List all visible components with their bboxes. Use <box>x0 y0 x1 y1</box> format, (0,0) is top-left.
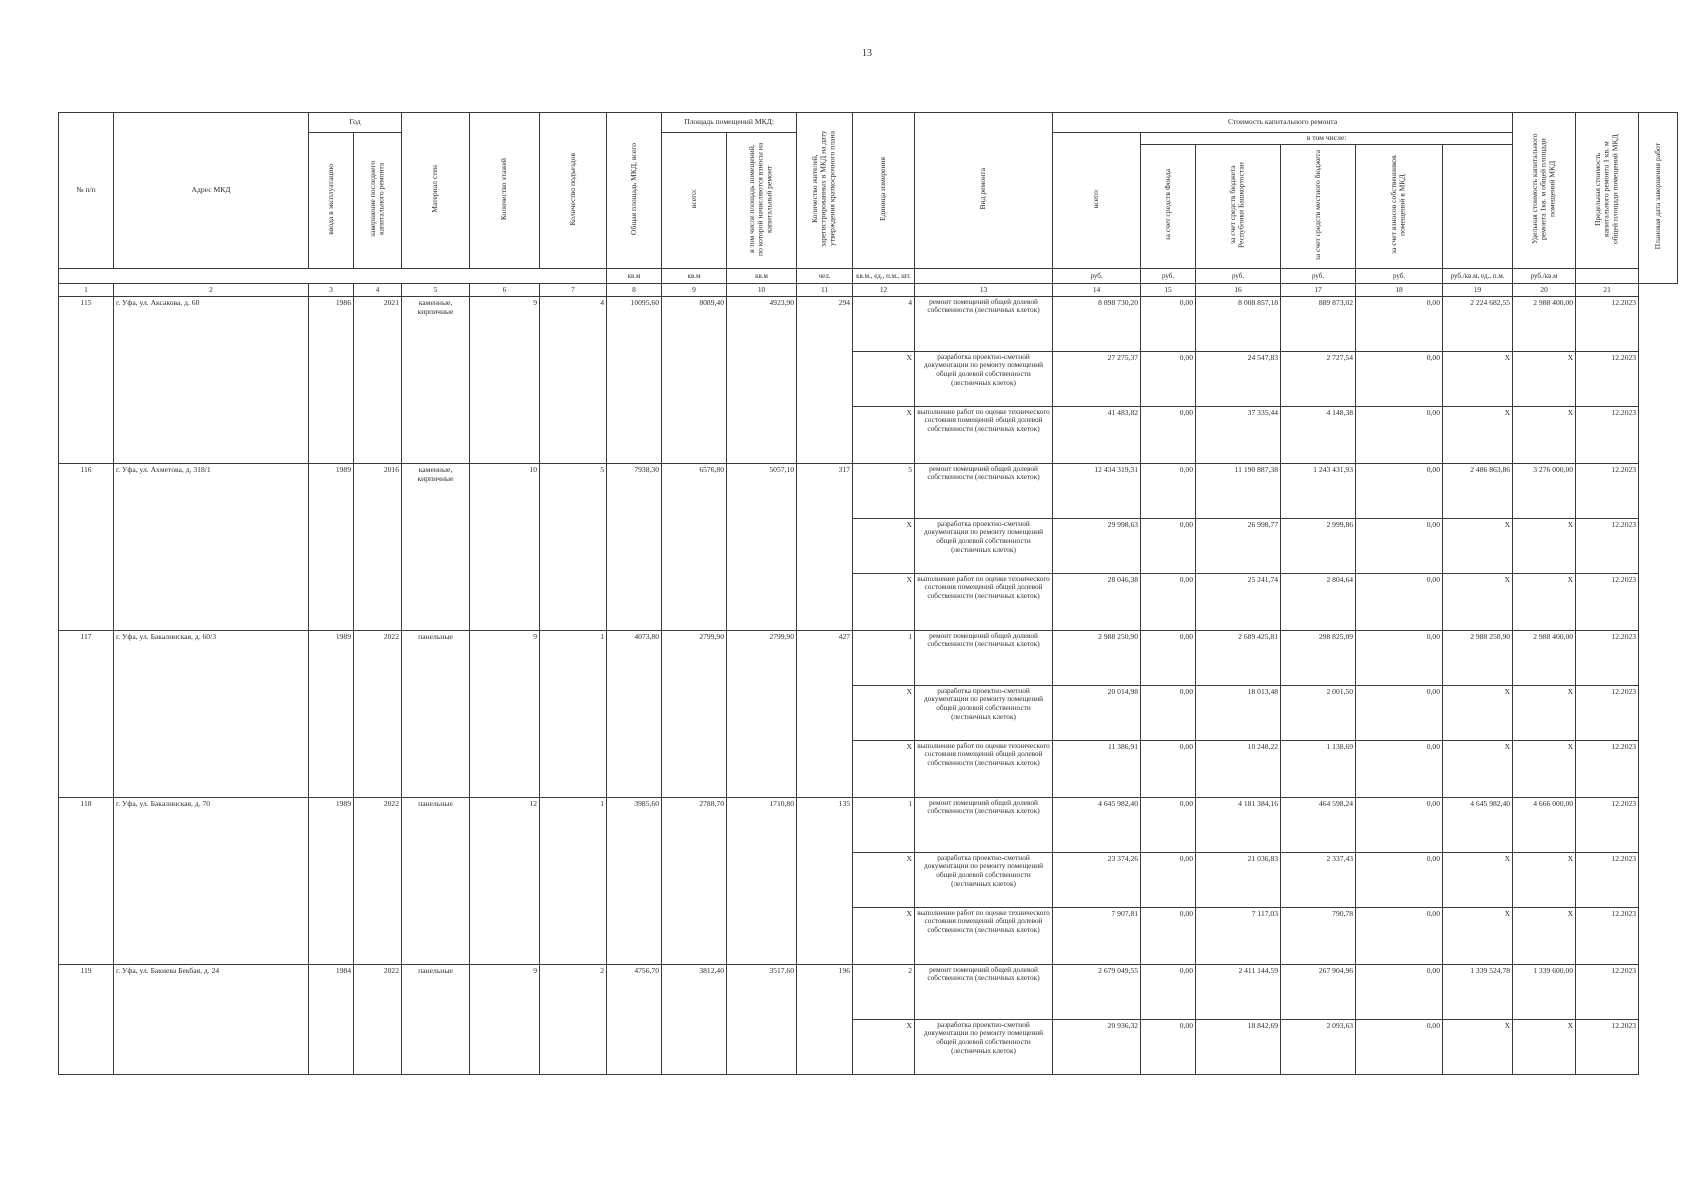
work-unit: X <box>853 1019 915 1074</box>
column-number: 15 <box>1141 283 1196 296</box>
cost-fund: 0,00 <box>1141 630 1196 685</box>
cost-local: 4 148,38 <box>1281 406 1356 463</box>
premises-total: 2788,70 <box>662 797 727 964</box>
unit-premises-residential: кв.м <box>727 268 797 283</box>
cost-local: 2 999,86 <box>1281 518 1356 573</box>
premises-total: 8089,40 <box>662 296 727 463</box>
cost-owners: 0,00 <box>1356 852 1443 907</box>
cost-owners: 0,00 <box>1356 351 1443 406</box>
total-area: 4073,80 <box>607 630 662 797</box>
year-built: 1989 <box>309 630 354 797</box>
unit-residents: чел. <box>797 268 853 283</box>
work-unit: 1 <box>853 797 915 852</box>
column-number: 21 <box>1576 283 1639 296</box>
header-cost-local: за счет средств местного бюджета <box>1281 145 1356 269</box>
cost-owners: 0,00 <box>1356 630 1443 685</box>
unit-cost: X <box>1443 406 1513 463</box>
cost-fund: 0,00 <box>1141 685 1196 740</box>
header-cost-owners: за счет взносов собственников помещений в МКД <box>1356 145 1443 269</box>
header-year-group: Год <box>309 113 402 133</box>
max-cost: X <box>1513 351 1576 406</box>
year-last-repair: 2021 <box>354 296 402 463</box>
header-num: № п/п <box>59 113 114 269</box>
premises-residential: 2799,90 <box>727 630 797 797</box>
work-unit: 1 <box>853 630 915 685</box>
column-number: 9 <box>662 283 727 296</box>
total-area: 4756,70 <box>607 964 662 1074</box>
unit-cost-local: руб. <box>1281 268 1356 283</box>
work-type: выполнение работ по оценке технического состояния помещений общей долевой собственности (лестничных клеток) <box>915 573 1053 630</box>
cost-fund: 0,00 <box>1141 740 1196 797</box>
cost-fund: 0,00 <box>1141 573 1196 630</box>
work-unit: X <box>853 740 915 797</box>
work-type: разработка проектно-сметной документации по ремонту помещений общей долевой собственности (лестничных клеток) <box>915 1019 1053 1074</box>
unit-premises-total: кв.м <box>662 268 727 283</box>
cost-total: 11 386,91 <box>1053 740 1141 797</box>
year-built: 1984 <box>309 964 354 1074</box>
entrances-count: 4 <box>540 296 607 463</box>
column-number: 18 <box>1356 283 1443 296</box>
header-completion-date: Плановая дата завершения работ <box>1639 113 1678 284</box>
unit-cost-republic: руб. <box>1196 268 1281 283</box>
header-total-area: Общая площадь МКД, всего <box>607 113 662 269</box>
header-year-last-repair: завершение последнего капитального ремонта <box>354 133 402 269</box>
premises-residential: 4923,90 <box>727 296 797 463</box>
cost-total: 4 645 982,40 <box>1053 797 1141 852</box>
work-type: ремонт помещений общей долевой собственности (лестничных клеток) <box>915 296 1053 351</box>
residents-count: 427 <box>797 630 853 797</box>
column-number: 1 <box>59 283 114 296</box>
unit-cost: X <box>1443 907 1513 964</box>
unit-cost-fund: руб. <box>1141 268 1196 283</box>
max-cost: X <box>1513 685 1576 740</box>
cost-republic: 26 998,77 <box>1196 518 1281 573</box>
completion-date: 12.2023 <box>1576 463 1639 518</box>
max-cost: 4 666 000,00 <box>1513 797 1576 852</box>
cost-local: 2 093,63 <box>1281 1019 1356 1074</box>
premises-residential: 1710,80 <box>727 797 797 964</box>
header-entrances: Количество подъездов <box>540 113 607 269</box>
column-number: 11 <box>797 283 853 296</box>
work-type: ремонт помещений общей долевой собственности (лестничных клеток) <box>915 463 1053 518</box>
unit-cost: 2 486 863,86 <box>1443 463 1513 518</box>
premises-total: 6576,80 <box>662 463 727 630</box>
cost-republic: 2 411 144,59 <box>1196 964 1281 1019</box>
year-last-repair: 2016 <box>354 463 402 630</box>
building-address: г. Уфа, ул. Бакалинская, д. 60/3 <box>114 630 309 797</box>
cost-republic: 25 241,74 <box>1196 573 1281 630</box>
floors-count: 9 <box>470 964 540 1074</box>
cost-local: 2 337,43 <box>1281 852 1356 907</box>
cost-fund: 0,00 <box>1141 463 1196 518</box>
building-row <box>59 463 1678 518</box>
completion-date: 12.2023 <box>1576 406 1639 463</box>
cost-total: 2 679 049,55 <box>1053 964 1141 1019</box>
completion-date: 12.2023 <box>1576 797 1639 852</box>
work-type: разработка проектно-сметной документации по ремонту помещений общей долевой собственности (лестничных клеток) <box>915 351 1053 406</box>
column-number: 6 <box>470 283 540 296</box>
entrances-count: 1 <box>540 797 607 964</box>
building-number: 115 <box>59 296 114 463</box>
header-material: Материал стен <box>402 113 470 269</box>
header-unit-cost: Удельная стоимость капитального ремонта 1кв. м общей площади помещений МКД <box>1513 113 1576 269</box>
cost-fund: 0,00 <box>1141 907 1196 964</box>
cost-fund: 0,00 <box>1141 964 1196 1019</box>
completion-date: 12.2023 <box>1576 630 1639 685</box>
building-row <box>59 797 1678 852</box>
building-address: г. Уфа, ул. Бакалинская, д. 70 <box>114 797 309 964</box>
building-number: 116 <box>59 463 114 630</box>
year-built: 1989 <box>309 463 354 630</box>
column-number: 4 <box>354 283 402 296</box>
work-type: ремонт помещений общей долевой собственности (лестничных клеток) <box>915 964 1053 1019</box>
cost-total: 20 936,32 <box>1053 1019 1141 1074</box>
column-number: 14 <box>1053 283 1141 296</box>
work-type: выполнение работ по оценке технического состояния помещений общей долевой собственности (лестничных клеток) <box>915 907 1053 964</box>
header-cost-republic: за счет средств бюджета Республики Башкортостан <box>1196 145 1281 269</box>
work-unit: 2 <box>853 964 915 1019</box>
cost-total: 20 014,98 <box>1053 685 1141 740</box>
cost-owners: 0,00 <box>1356 296 1443 351</box>
header-cost-group: Стоимость капитального ремонта <box>1053 113 1513 133</box>
cost-local: 267 904,96 <box>1281 964 1356 1019</box>
building-address: г. Уфа, ул. Аксакова, д. 60 <box>114 296 309 463</box>
cost-republic: 8 008 857,18 <box>1196 296 1281 351</box>
max-cost: 3 276 000,00 <box>1513 463 1576 518</box>
cost-republic: 7 117,03 <box>1196 907 1281 964</box>
column-number: 2 <box>114 283 309 296</box>
unit-cost: X <box>1443 518 1513 573</box>
unit-cost: X <box>1443 740 1513 797</box>
entrances-count: 2 <box>540 964 607 1074</box>
completion-date: 12.2023 <box>1576 907 1639 964</box>
unit-cost-total: руб. <box>1053 268 1141 283</box>
building-number: 119 <box>59 964 114 1074</box>
cost-local: 1 138,69 <box>1281 740 1356 797</box>
column-number-row <box>59 283 1678 296</box>
work-type: разработка проектно-сметной документации по ремонту помещений общей долевой собственности (лестничных клеток) <box>915 518 1053 573</box>
completion-date: 12.2023 <box>1576 296 1639 351</box>
year-last-repair: 2022 <box>354 797 402 964</box>
total-area: 3985,60 <box>607 797 662 964</box>
wall-material: панельные <box>402 964 470 1074</box>
register-sheet <box>58 112 1678 1075</box>
work-unit: X <box>853 406 915 463</box>
premises-total: 2799,90 <box>662 630 727 797</box>
cost-local: 889 873,02 <box>1281 296 1356 351</box>
column-number: 17 <box>1281 283 1356 296</box>
cost-republic: 4 181 384,16 <box>1196 797 1281 852</box>
cost-total: 41 483,82 <box>1053 406 1141 463</box>
header-address: Адрес МКД <box>114 113 309 269</box>
cost-fund: 0,00 <box>1141 296 1196 351</box>
work-unit: X <box>853 852 915 907</box>
floors-count: 9 <box>470 630 540 797</box>
cost-local: 2 001,50 <box>1281 685 1356 740</box>
wall-material: панельные <box>402 797 470 964</box>
total-area: 7938,30 <box>607 463 662 630</box>
cost-fund: 0,00 <box>1141 797 1196 852</box>
cost-total: 29 998,63 <box>1053 518 1141 573</box>
header-max-cost: Предельная стоимость капитального ремонта 1 кв. м общей площади помещений МКД <box>1576 113 1639 269</box>
max-cost: 2 988 400,00 <box>1513 630 1576 685</box>
header-year-commission: ввода в эксплуатацию <box>309 133 354 269</box>
year-built: 1986 <box>309 296 354 463</box>
cost-republic: 18 842,69 <box>1196 1019 1281 1074</box>
cost-total: 12 434 319,31 <box>1053 463 1141 518</box>
building-row <box>59 964 1678 1019</box>
cost-owners: 0,00 <box>1356 685 1443 740</box>
year-last-repair: 2022 <box>354 964 402 1074</box>
max-cost: X <box>1513 852 1576 907</box>
building-row <box>59 630 1678 685</box>
cost-total: 23 374,26 <box>1053 852 1141 907</box>
capital-repair-table <box>58 112 1678 1075</box>
unit-max-cost: руб./кв.м <box>1513 268 1576 283</box>
completion-date: 12.2023 <box>1576 573 1639 630</box>
column-number: 12 <box>853 283 915 296</box>
building-address: г. Уфа, ул. Бакиева Бекбая, д. 24 <box>114 964 309 1074</box>
max-cost: X <box>1513 740 1576 797</box>
column-number: 7 <box>540 283 607 296</box>
cost-local: 2 727,54 <box>1281 351 1356 406</box>
work-type: выполнение работ по оценке технического состояния помещений общей долевой собственности (лестничных клеток) <box>915 406 1053 463</box>
premises-residential: 5057,10 <box>727 463 797 630</box>
unit-cost: X <box>1443 1019 1513 1074</box>
unit-cost: X <box>1443 573 1513 630</box>
max-cost: X <box>1513 907 1576 964</box>
cost-local: 790,78 <box>1281 907 1356 964</box>
work-unit: X <box>853 351 915 406</box>
floors-count: 12 <box>470 797 540 964</box>
header-premises-group: Площадь помещений МКД: <box>662 113 797 133</box>
unit-cost: X <box>1443 685 1513 740</box>
cost-owners: 0,00 <box>1356 1019 1443 1074</box>
cost-fund: 0,00 <box>1141 351 1196 406</box>
header-unit: Единица измерения <box>853 113 915 269</box>
work-unit: X <box>853 907 915 964</box>
header-premises-residential: в том числе площадь помещений, по которой начисляются взносы на капитальный ремонт <box>727 133 797 269</box>
column-number: 13 <box>915 283 1053 296</box>
cost-total: 2 988 250,90 <box>1053 630 1141 685</box>
cost-owners: 0,00 <box>1356 463 1443 518</box>
cost-owners: 0,00 <box>1356 907 1443 964</box>
column-number: 19 <box>1443 283 1513 296</box>
work-unit: X <box>853 573 915 630</box>
residents-count: 135 <box>797 797 853 964</box>
column-number: 20 <box>1513 283 1576 296</box>
work-type: разработка проектно-сметной документации по ремонту помещений общей долевой собственности (лестничных клеток) <box>915 685 1053 740</box>
unit-cost: 2 988 250,90 <box>1443 630 1513 685</box>
header-floors: Количество этажей <box>470 113 540 269</box>
entrances-count: 1 <box>540 630 607 797</box>
cost-republic: 10 248,22 <box>1196 740 1281 797</box>
max-cost: X <box>1513 406 1576 463</box>
header-cost-total: всего: <box>1053 133 1141 269</box>
year-built: 1989 <box>309 797 354 964</box>
completion-date: 12.2023 <box>1576 964 1639 1019</box>
cost-total: 8 898 730,20 <box>1053 296 1141 351</box>
page-number: 13 <box>862 48 872 59</box>
column-number: 16 <box>1196 283 1281 296</box>
cost-republic: 11 190 887,38 <box>1196 463 1281 518</box>
completion-date: 12.2023 <box>1576 1019 1639 1074</box>
residents-count: 294 <box>797 296 853 463</box>
cost-fund: 0,00 <box>1141 518 1196 573</box>
cost-republic: 21 036,83 <box>1196 852 1281 907</box>
cost-local: 2 804,64 <box>1281 573 1356 630</box>
unit-repair-type <box>915 268 1053 283</box>
completion-date: 12.2023 <box>1576 518 1639 573</box>
completion-date: 12.2023 <box>1576 740 1639 797</box>
cost-local: 298 825,09 <box>1281 630 1356 685</box>
total-area: 10095,60 <box>607 296 662 463</box>
cost-total: 27 275,37 <box>1053 351 1141 406</box>
year-last-repair: 2022 <box>354 630 402 797</box>
cost-fund: 0,00 <box>1141 1019 1196 1074</box>
column-number: 3 <box>309 283 354 296</box>
building-number: 117 <box>59 630 114 797</box>
wall-material: панельные <box>402 630 470 797</box>
register-body <box>59 296 1678 1074</box>
entrances-count: 5 <box>540 463 607 630</box>
completion-date: 12.2023 <box>1576 685 1639 740</box>
units-empty <box>59 268 607 283</box>
cost-owners: 0,00 <box>1356 573 1443 630</box>
header-cost-fund: за счет средств Фонда <box>1141 145 1196 269</box>
unit-cost: 2 224 682,55 <box>1443 296 1513 351</box>
premises-total: 3812,40 <box>662 964 727 1074</box>
max-cost: 1 339 600,00 <box>1513 964 1576 1019</box>
residents-count: 196 <box>797 964 853 1074</box>
cost-owners: 0,00 <box>1356 406 1443 463</box>
cost-owners: 0,00 <box>1356 740 1443 797</box>
cost-owners: 0,00 <box>1356 518 1443 573</box>
building-row <box>59 296 1678 351</box>
work-unit: X <box>853 518 915 573</box>
building-address: г. Уфа, ул. Ахметова, д. 318/1 <box>114 463 309 630</box>
work-type: ремонт помещений общей долевой собственности (лестничных клеток) <box>915 630 1053 685</box>
unit-total-area: кв.м <box>607 268 662 283</box>
column-number: 8 <box>607 283 662 296</box>
cost-fund: 0,00 <box>1141 406 1196 463</box>
work-type: выполнение работ по оценке технического состояния помещений общей долевой собственности (лестничных клеток) <box>915 740 1053 797</box>
completion-date: 12.2023 <box>1576 351 1639 406</box>
cost-fund: 0,00 <box>1141 852 1196 907</box>
unit-cost: X <box>1443 351 1513 406</box>
header-residents: Количество жителей, зарегистрированных в МКД на дату утверждения краткосрочного плана <box>797 113 853 269</box>
wall-material: каменные, кирпичные <box>402 296 470 463</box>
cost-republic: 18 013,48 <box>1196 685 1281 740</box>
unit-cost: 1 339 524,78 <box>1443 964 1513 1019</box>
completion-date: 12.2023 <box>1576 852 1639 907</box>
cost-republic: 37 335,44 <box>1196 406 1281 463</box>
unit-cost-owners: руб. <box>1356 268 1443 283</box>
work-unit: X <box>853 685 915 740</box>
cost-republic: 2 689 425,81 <box>1196 630 1281 685</box>
work-type: ремонт помещений общей долевой собственности (лестничных клеток) <box>915 797 1053 852</box>
max-cost: 2 988 400,00 <box>1513 296 1576 351</box>
column-number: 5 <box>402 283 470 296</box>
work-unit: 4 <box>853 296 915 351</box>
cost-republic: 24 547,83 <box>1196 351 1281 406</box>
max-cost: X <box>1513 573 1576 630</box>
max-cost: X <box>1513 1019 1576 1074</box>
cost-owners: 0,00 <box>1356 797 1443 852</box>
column-number: 10 <box>727 283 797 296</box>
cost-local: 1 243 431,93 <box>1281 463 1356 518</box>
max-cost: X <box>1513 518 1576 573</box>
cost-local: 464 598,24 <box>1281 797 1356 852</box>
floors-count: 10 <box>470 463 540 630</box>
wall-material: каменные, кирпичные <box>402 463 470 630</box>
header-repair-type: Вид ремонта <box>915 113 1053 269</box>
residents-count: 317 <box>797 463 853 630</box>
cost-total: 7 907,81 <box>1053 907 1141 964</box>
unit-unit: кв.м., ед., п.м., шт. <box>853 268 915 283</box>
floors-count: 9 <box>470 296 540 463</box>
cost-owners: 0,00 <box>1356 964 1443 1019</box>
header-premises-total: всего: <box>662 133 727 269</box>
building-number: 118 <box>59 797 114 964</box>
header-cost-incl: в том числе: <box>1141 133 1513 145</box>
unit-cost: 4 645 982,40 <box>1443 797 1513 852</box>
cost-total: 28 046,38 <box>1053 573 1141 630</box>
work-type: разработка проектно-сметной документации по ремонту помещений общей долевой собственности (лестничных клеток) <box>915 852 1053 907</box>
unit-unit-cost: руб./кв.м, ед., п.м. <box>1443 268 1513 283</box>
premises-residential: 3517,60 <box>727 964 797 1074</box>
unit-cost: X <box>1443 852 1513 907</box>
work-unit: 5 <box>853 463 915 518</box>
